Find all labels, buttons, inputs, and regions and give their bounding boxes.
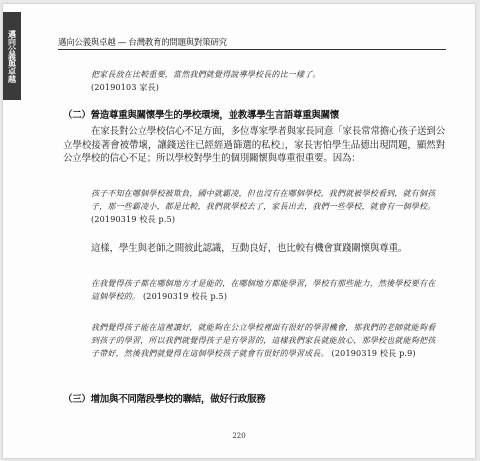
quote-citation: (20190103 家長) [91,83,160,92]
interview-quote-4 [91,321,436,360]
running-header: 邁向公義與卓越 — 台灣教育的問題與對策研究 [58,38,227,48]
body-paragraph-1: 在家長對公立學校信心不足方面，多位專家學者與家長同意「家長常常擔心孩子送到公立學校接著會被帶壞，讓錢送往已經經過篩選的私校」，家長害怕學生品德出現問題，顯然對公立學校的信心不足；所以學校對學生的個別關懷與尊重很重要。因為： [63,126,445,164]
quote-text: 孩子不知在哪個學校被欺負，國中就霸凌，但也沒有在哪個學校，我們就被學校看到，就有個孩子，那一些霸凌小，都是比較，我們就學校去了，家長出去，我們一些學校，就會有一個學校。 [91,189,436,211]
book-page [3,4,475,458]
interview-quote-3 [91,277,436,303]
quote-text: 我們覺得孩子能在這裡讀好，就能夠在公立學校裡面有很好的學習機會，那我們的老師就能夠看到孩子的學習，所以我們就覺得孩子是有學習的，這樣我們家長就能放心，那學校也就能夠把孩子帶好，然後我們就覺得在這個學校孩子就會有很好的學習成長。 [91,323,436,358]
interview-quote-1 [91,68,436,94]
section-heading-3: （三）增加與不同階段學校的聯結，做好行政服務 [63,394,266,405]
quote-text: 在我覺得孩子都在哪個地方才是能的，在哪個地方都能學習，學校有那些能力，然後學校要有在這個學校的。 [91,279,436,301]
quote-citation: (20190319 校長 p.9) [331,349,416,358]
chapter-side-tab: 邁向公義與卓越 [3,12,21,100]
page-number: 220 [232,432,246,440]
section-heading-2: （二）營造尊重與關懷學生的學校環境，並教導學生言語尊重與關懷 [63,110,340,121]
quote-text: 把家長放在比較重要，當然我們就覺得說導學校長的比一樣了。 [91,70,321,79]
interview-quote-2 [91,187,436,226]
quote-citation: (20190319 校長 p.5) [91,215,176,224]
quote-citation: (20190319 校長 p.5) [142,292,228,301]
body-paragraph-2: 這樣，學生與老師之間彼此認識，互動良好，也比較有機會實踐關懷與尊重。 [91,243,408,254]
header-rule [58,49,446,50]
